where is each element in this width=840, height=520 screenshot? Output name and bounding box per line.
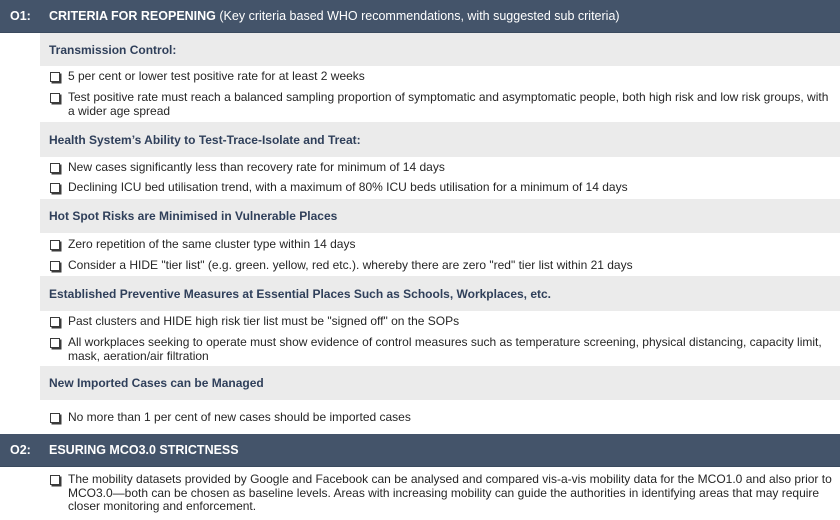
list-item-text: 5 per cent or lower test positive rate for at least 2 weeks bbox=[68, 69, 365, 83]
objective-1-title bbox=[49, 9, 620, 23]
objective-1-header bbox=[0, 0, 840, 33]
objective-1-title-bold: CRITERIA FOR REOPENING bbox=[49, 9, 216, 23]
objective-1-title-subtext: (Key criteria based WHO recommendations, with suggested sub criteria) bbox=[215, 9, 620, 23]
list-item-text: No more than 1 per cent of new cases should be imported cases bbox=[68, 410, 411, 424]
checkbox-bullet-icon bbox=[50, 72, 60, 82]
checkbox-bullet-icon bbox=[50, 317, 60, 327]
checkbox-bullet-icon bbox=[50, 240, 60, 250]
list-item-text: The mobility datasets provided by Google and Facebook can be analysed and compared vis-a-vis mobility data for the MCO1.0 and also prior to MCO3.0—both can be chosen as baseline levels. Areas with increasing mobility can guide the authorities in identifying areas that may require closer monitoring and enforcement. bbox=[68, 472, 832, 513]
section-heading-transmission-control: Transmission Control: bbox=[40, 33, 840, 66]
checkbox-bullet-icon bbox=[50, 338, 60, 348]
list-item-text: Consider a HIDE "tier list" (e.g. green. yellow, red etc.). whereby there are zero "red" tier list within 21 days bbox=[68, 258, 633, 272]
objective-2-title bbox=[49, 443, 239, 457]
objective-2-number: O2: bbox=[10, 443, 31, 457]
list-item-text: Zero repetition of the same cluster type within 14 days bbox=[68, 237, 356, 251]
checkbox-bullet-icon bbox=[50, 93, 60, 103]
checkbox-bullet-icon bbox=[50, 183, 60, 193]
list-item-text: New cases significantly less than recovery rate for minimum of 14 days bbox=[68, 160, 445, 174]
objective-1-number: O1: bbox=[10, 9, 31, 23]
objective-2-header bbox=[0, 434, 840, 467]
objective-2-title-bold: ESURING MCO3.0 STRICTNESS bbox=[49, 443, 239, 457]
section-heading-hot-spot-risks: Hot Spot Risks are Minimised in Vulnerable Places bbox=[40, 199, 840, 233]
section-heading-preventive-measures: Established Preventive Measures at Essential Places Such as Schools, Workplaces, etc. bbox=[40, 276, 840, 311]
checkbox-bullet-icon bbox=[50, 261, 60, 271]
list-item-text: Past clusters and HIDE high risk tier list must be "signed off" on the SOPs bbox=[68, 314, 460, 328]
section-heading-imported-cases: New Imported Cases can be Managed bbox=[40, 366, 840, 400]
checkbox-bullet-icon bbox=[50, 475, 60, 485]
section-heading-health-system: Health System’s Ability to Test-Trace-Isolate and Treat: bbox=[40, 122, 840, 157]
checkbox-bullet-icon bbox=[50, 413, 60, 423]
list-item-text: Test positive rate must reach a balanced sampling proportion of symptomatic and asymptomatic people, both high risk and low risk groups, with a wider age spread bbox=[68, 90, 829, 118]
list-item-text: All workplaces seeking to operate must show evidence of control measures such as temperature screening, physical distancing, capacity limit, mask, aeration/air filtration bbox=[68, 335, 822, 363]
list-item-text: Declining ICU bed utilisation trend, with a maximum of 80% ICU beds utilisation for a minimum of 14 days bbox=[68, 180, 628, 194]
checkbox-bullet-icon bbox=[50, 163, 60, 173]
